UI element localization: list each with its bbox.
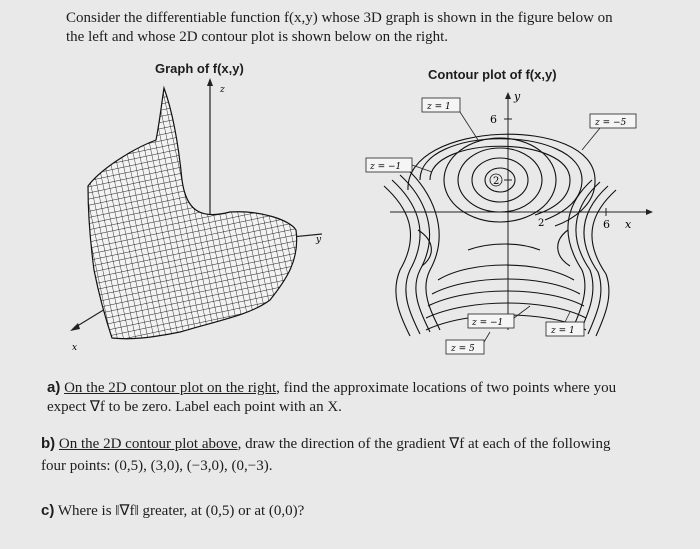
svg-text:z = 1: z = 1 <box>427 102 451 112</box>
svg-text:z = −1: z = −1 <box>370 162 402 172</box>
question-b-line-2: four points: (0,5), (3,0), (−3,0), (0,−3). <box>41 458 273 474</box>
question-a-prefix: a) <box>47 379 61 396</box>
question-c <box>41 502 304 520</box>
label-box-z1-top <box>422 98 460 112</box>
surface-mesh <box>88 88 297 339</box>
label-box-zm5 <box>590 114 636 128</box>
contour-tick-y2: 2 <box>493 176 500 187</box>
contour-tick-y6: 6 <box>490 113 497 126</box>
question-b-link: On the 2D contour plot above <box>58 436 238 452</box>
axis-x-label: x <box>72 343 78 353</box>
label-box-z1-bottom <box>546 322 584 336</box>
axis-z-label: z <box>220 85 225 95</box>
question-a-line-1 <box>47 379 616 397</box>
question-b-line-1 <box>41 435 610 453</box>
question-a-link: On the 2D contour plot on the right <box>64 380 277 396</box>
contour-figure <box>360 80 660 370</box>
axis-y-label: y <box>316 235 322 245</box>
svg-text:z = −5: z = −5 <box>595 118 627 128</box>
right-figure-title: Contour plot of f(x,y) <box>428 67 557 82</box>
intro-line-1: Consider the differentiable function f(x,y) whose 3D graph is shown in the figure below on <box>66 10 613 26</box>
left-figure-title: Graph of f(x,y) <box>155 61 244 76</box>
intro-line-2: the left and whose 2D contour plot is shown below on the right. <box>66 29 449 45</box>
question-c-prefix: c) <box>41 502 55 519</box>
question-a-rest-1: , find the approximate locations of two points where you <box>276 380 617 396</box>
label-box-z5 <box>446 340 484 354</box>
label-box-zm1-bottom <box>468 314 514 328</box>
contour-tick-x2: 2 <box>538 218 545 229</box>
question-a-line-2: expect ∇f to be zero. Label each point with an X. <box>47 399 342 415</box>
question-b-rest-1: , draw the direction of the gradient ∇f at each of the following <box>237 436 611 452</box>
contour-axis-x-label: x <box>625 218 632 231</box>
contour-axis-y-label: y <box>514 90 521 103</box>
contour-lines-right <box>558 180 616 336</box>
question-b-prefix: b) <box>41 435 56 452</box>
label-box-zm1-left <box>366 158 412 172</box>
svg-text:z = 1: z = 1 <box>551 326 575 336</box>
contour-lines-left <box>384 170 440 336</box>
surface-3d-figure <box>60 70 350 360</box>
svg-text:z = −1: z = −1 <box>472 318 504 328</box>
svg-text:z = 5: z = 5 <box>451 344 475 354</box>
question-c-text: Where is ‖∇f‖ greater, at (0,5) or at (0,0)? <box>57 503 305 519</box>
contour-tick-x6: 6 <box>603 218 610 231</box>
